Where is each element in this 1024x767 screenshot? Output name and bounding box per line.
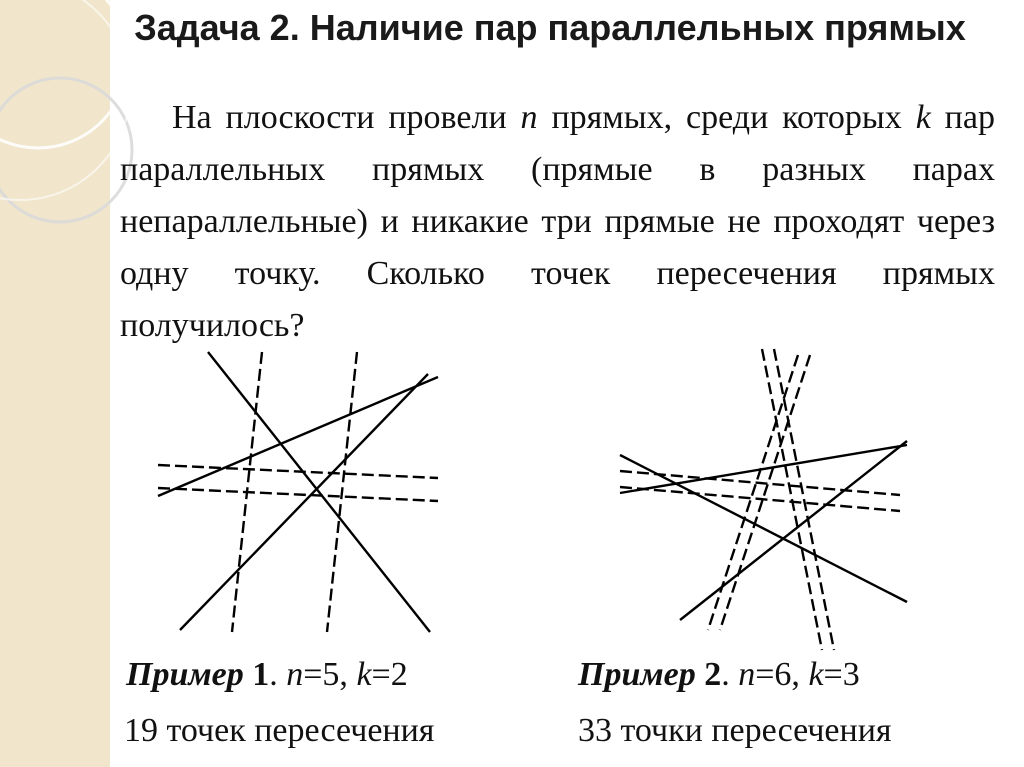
solid-line — [158, 377, 438, 496]
example-number: 2 — [704, 656, 722, 693]
dashed-parallel-line — [158, 488, 438, 501]
solid-line — [620, 455, 907, 602]
dashed-parallel-line — [720, 355, 810, 630]
problem-text: На плоскости провели — [172, 99, 521, 136]
example-2-params — [578, 656, 860, 694]
variable-n: n — [286, 656, 304, 693]
variable-k: k — [356, 656, 372, 693]
example-1-diagram — [150, 350, 450, 640]
problem-statement — [120, 92, 995, 352]
n-value: =6, — [755, 656, 809, 693]
separator: . — [269, 656, 287, 693]
example-label: Пример — [126, 656, 253, 693]
example-2-diagram — [610, 345, 915, 655]
n-value: =5, — [303, 656, 357, 693]
solid-line — [180, 374, 428, 630]
slide-title: Задача 2. Наличие пар параллельных прямых — [134, 7, 966, 48]
example-number: 1 — [252, 656, 270, 693]
example-1-params — [126, 656, 408, 694]
separator: . — [721, 656, 739, 693]
problem-text: прямых, среди которых — [537, 99, 916, 136]
variable-n: n — [738, 656, 756, 693]
example-1-result: 19 точек пересечения — [124, 712, 435, 749]
variable-n: n — [520, 99, 538, 136]
variable-k: k — [808, 656, 824, 693]
dashed-parallel-line — [762, 349, 822, 650]
variable-k: k — [915, 99, 931, 136]
dashed-parallel-line — [774, 349, 834, 650]
solid-line — [680, 441, 907, 620]
dashed-parallel-line — [327, 352, 357, 632]
k-value: =3 — [823, 656, 860, 693]
k-value: =2 — [371, 656, 408, 693]
example-2-result: 33 точки пересечения — [578, 712, 892, 749]
problem-text: пар параллельных прямых (прямые в разных парах непараллельные) и никакие три прямые не проходят через одну точку. Сколько точек пересечения прямых получилось? — [120, 99, 995, 344]
dashed-parallel-line — [708, 355, 798, 630]
solid-line — [620, 445, 907, 493]
example-label: Пример — [578, 656, 705, 693]
